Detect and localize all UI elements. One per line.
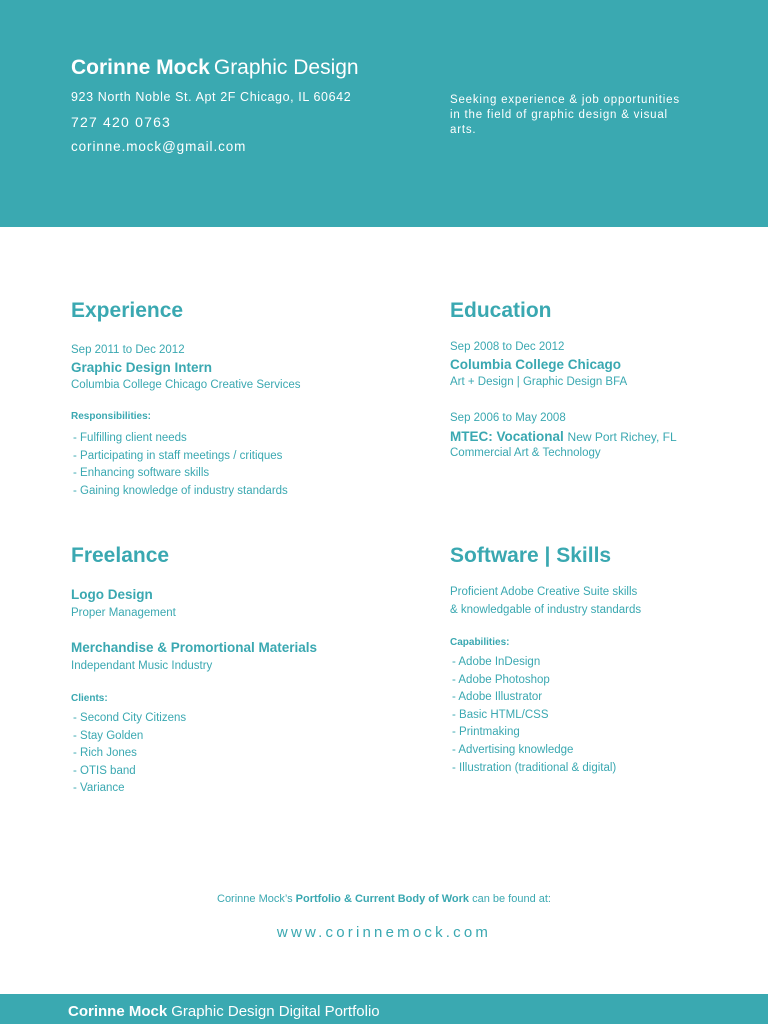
list-item: - Stay Golden (73, 729, 144, 742)
portfolio-note (0, 893, 768, 905)
education-school-2 (450, 429, 677, 444)
education-program-2: Commercial Art & Technology (450, 447, 601, 459)
list-item: - Rich Jones (73, 747, 137, 760)
portfolio-note-suffix: can be found at: (472, 893, 551, 905)
freelance-project-1-detail: Proper Management (71, 607, 176, 619)
list-item: - Enhancing software skills (73, 467, 210, 480)
software-summary-line-2: & knowledgable of industry standards (450, 604, 642, 616)
bottom-bar-name: Corinne Mock (68, 1003, 168, 1020)
experience-organization: Columbia College Chicago Creative Services (71, 379, 301, 391)
resume-header (0, 0, 768, 227)
list-item: - Adobe Illustrator (452, 691, 543, 704)
school-location: New Port Richey, FL (567, 430, 677, 444)
software-title: Software | Skills (450, 544, 612, 567)
bottom-bar-tagline: Graphic Design Digital Portfolio (171, 1003, 380, 1020)
list-item: - Illustration (traditional & digital) (452, 761, 617, 774)
header-role: Graphic Design (213, 56, 359, 79)
list-item: - Variance (73, 782, 125, 795)
list-item: - OTIS band (73, 764, 136, 777)
list-item: - Adobe InDesign (452, 656, 541, 668)
header-phone: 727 420 0763 (71, 114, 172, 130)
bottom-bar-text (68, 1003, 380, 1020)
school-name: MTEC: Vocational (450, 429, 564, 444)
list-item: - Adobe Photoshop (452, 673, 550, 686)
education-dates-1: Sep 2008 to Dec 2012 (450, 341, 565, 353)
clients-label: Clients: (71, 693, 108, 704)
header-name: Corinne Mock (71, 56, 210, 79)
bottom-bar (0, 994, 768, 1024)
responsibilities-label: Responsibilities: (71, 411, 152, 422)
list-item: - Fulfilling client needs (73, 432, 187, 444)
header-objective: Seeking experience & job opportunities in the field of graphic design & visual arts. (450, 94, 680, 136)
portfolio-note-prefix: Corinne Mock’s (217, 893, 293, 905)
education-dates-2: Sep 2006 to May 2008 (450, 412, 566, 424)
header-email: corinne.mock@gmail.com (71, 139, 247, 154)
list-item: - Second City Citizens (73, 712, 187, 724)
capabilities-label: Capabilities: (450, 637, 510, 648)
clients-list (73, 710, 186, 798)
responsibilities-list (73, 430, 288, 500)
experience-position: Graphic Design Intern (71, 360, 213, 375)
portfolio-url[interactable]: www.corinnemock.com (276, 924, 492, 941)
freelance-project-2-detail: Independant Music Industry (71, 660, 213, 672)
software-summary-line-1: Proficient Adobe Creative Suite skills (450, 586, 638, 598)
capabilities-list (452, 654, 616, 777)
header-name-line (71, 56, 359, 80)
portfolio-note-bold: Portfolio & Current Body of Work (295, 893, 470, 905)
list-item: - Gaining knowledge of industry standards (73, 484, 288, 497)
experience-title: Experience (71, 299, 184, 322)
list-item: - Printmaking (452, 726, 520, 739)
list-item: - Advertising knowledge (452, 743, 574, 756)
education-school-1 (450, 357, 621, 372)
experience-dates: Sep 2011 to Dec 2012 (71, 344, 185, 356)
school-name: Columbia College Chicago (450, 357, 622, 372)
header-address: 923 North Noble St. Apt 2F Chicago, IL 60642 (71, 90, 352, 104)
education-program-1: Art + Design | Graphic Design BFA (450, 376, 628, 388)
freelance-project-2: Merchandise & Promortional Materials (71, 640, 318, 655)
freelance-project-1: Logo Design (71, 587, 153, 602)
freelance-title: Freelance (71, 544, 170, 567)
education-title: Education (450, 299, 552, 322)
list-item: - Participating in staff meetings / critiques (73, 449, 283, 462)
list-item: - Basic HTML/CSS (452, 708, 549, 721)
